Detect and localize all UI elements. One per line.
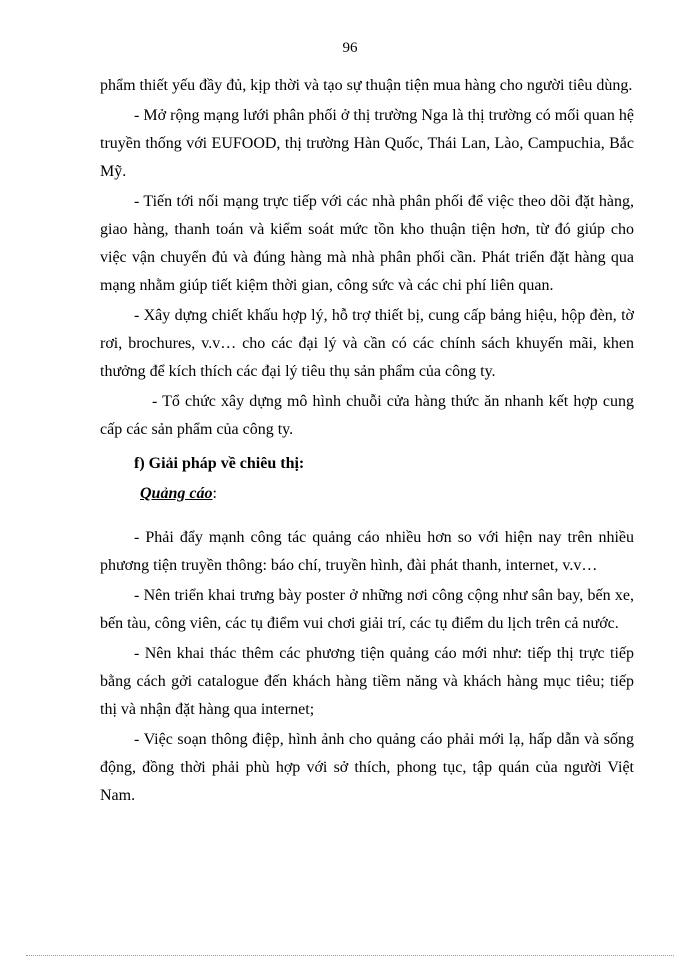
page-number: 96 [342, 40, 358, 56]
bullet-discounts: - Xây dựng chiết khấu hợp lý, hỗ trợ thiết bị, cung cấp bảng hiệu, hộp đèn, tờ rơi, brochures, v.v… cho các đại lý và cần có các chính sách khuyến mãi, khen thưởng để kích thích các đại lý tiêu thụ sản phẩm của công ty. [100, 307, 634, 380]
footer-divider [26, 955, 674, 956]
bullet-online-ordering: - Tiến tới nối mạng trực tiếp với các nhà phân phối để việc theo dõi đặt hàng, giao hàng, thanh toán và kiểm soát mức tồn kho thuận tiện hơn, từ đó giúp cho việc vận chuyển đủ và đúng hàng mà nhà phân phối cần. Phát triển đặt hàng qua mạng nhằm giúp tiết kiệm thời gian, công sức và các chi phí liên quan. [100, 193, 634, 294]
bullet-ad-message: - Việc soạn thông điệp, hình ảnh cho quảng cáo phải mới lạ, hấp dẫn và sống động, đồng thời phải phù hợp với sở thích, phong tục, tập quán của người Việt Nam. [100, 731, 634, 804]
section-heading: f) Giải pháp về chiêu thị: [134, 455, 305, 472]
document-body [100, 72, 634, 812]
bullet-ad-posters: - Nên triển khai trưng bày poster ở những nơi công cộng như sân bay, bến xe, bến tàu, công viên, các tụ điểm vui chơi giải trí, các tụ điểm du lịch trên cả nước. [100, 587, 634, 632]
sub-heading [100, 480, 634, 508]
sub-heading-text: Quảng cáo [140, 485, 213, 502]
paragraph-continuation: phẩm thiết yếu đầy đủ, kịp thời và tạo sự thuận tiện mua hàng cho người tiêu dùng. [100, 77, 633, 94]
sub-heading-colon: : [212, 485, 217, 502]
bullet-ad-media: - Phải đẩy mạnh công tác quảng cáo nhiều hơn so với hiện nay trên nhiều phương tiện truyền thông: báo chí, truyền hình, đài phát thanh, internet, v.v… [100, 529, 634, 574]
bullet-distribution-network: - Mở rộng mạng lưới phân phối ở thị trường Nga là thị trường có mối quan hệ truyền thống với EUFOOD, thị trường Hàn Quốc, Thái Lan, Lào, Campuchia, Bắc Mỹ. [100, 107, 634, 180]
bullet-fast-food-chain: - Tổ chức xây dựng mô hình chuỗi cửa hàng thức ăn nhanh kết hợp cung cấp các sản phẩm của công ty. [100, 393, 634, 438]
bullet-ad-direct-marketing: - Nên khai thác thêm các phương tiện quảng cáo mới như: tiếp thị trực tiếp bằng cách gởi catalogue đến khách hàng tiềm năng và khách hàng mục tiêu; tiếp thị và nhận đặt hàng qua internet; [100, 645, 634, 718]
